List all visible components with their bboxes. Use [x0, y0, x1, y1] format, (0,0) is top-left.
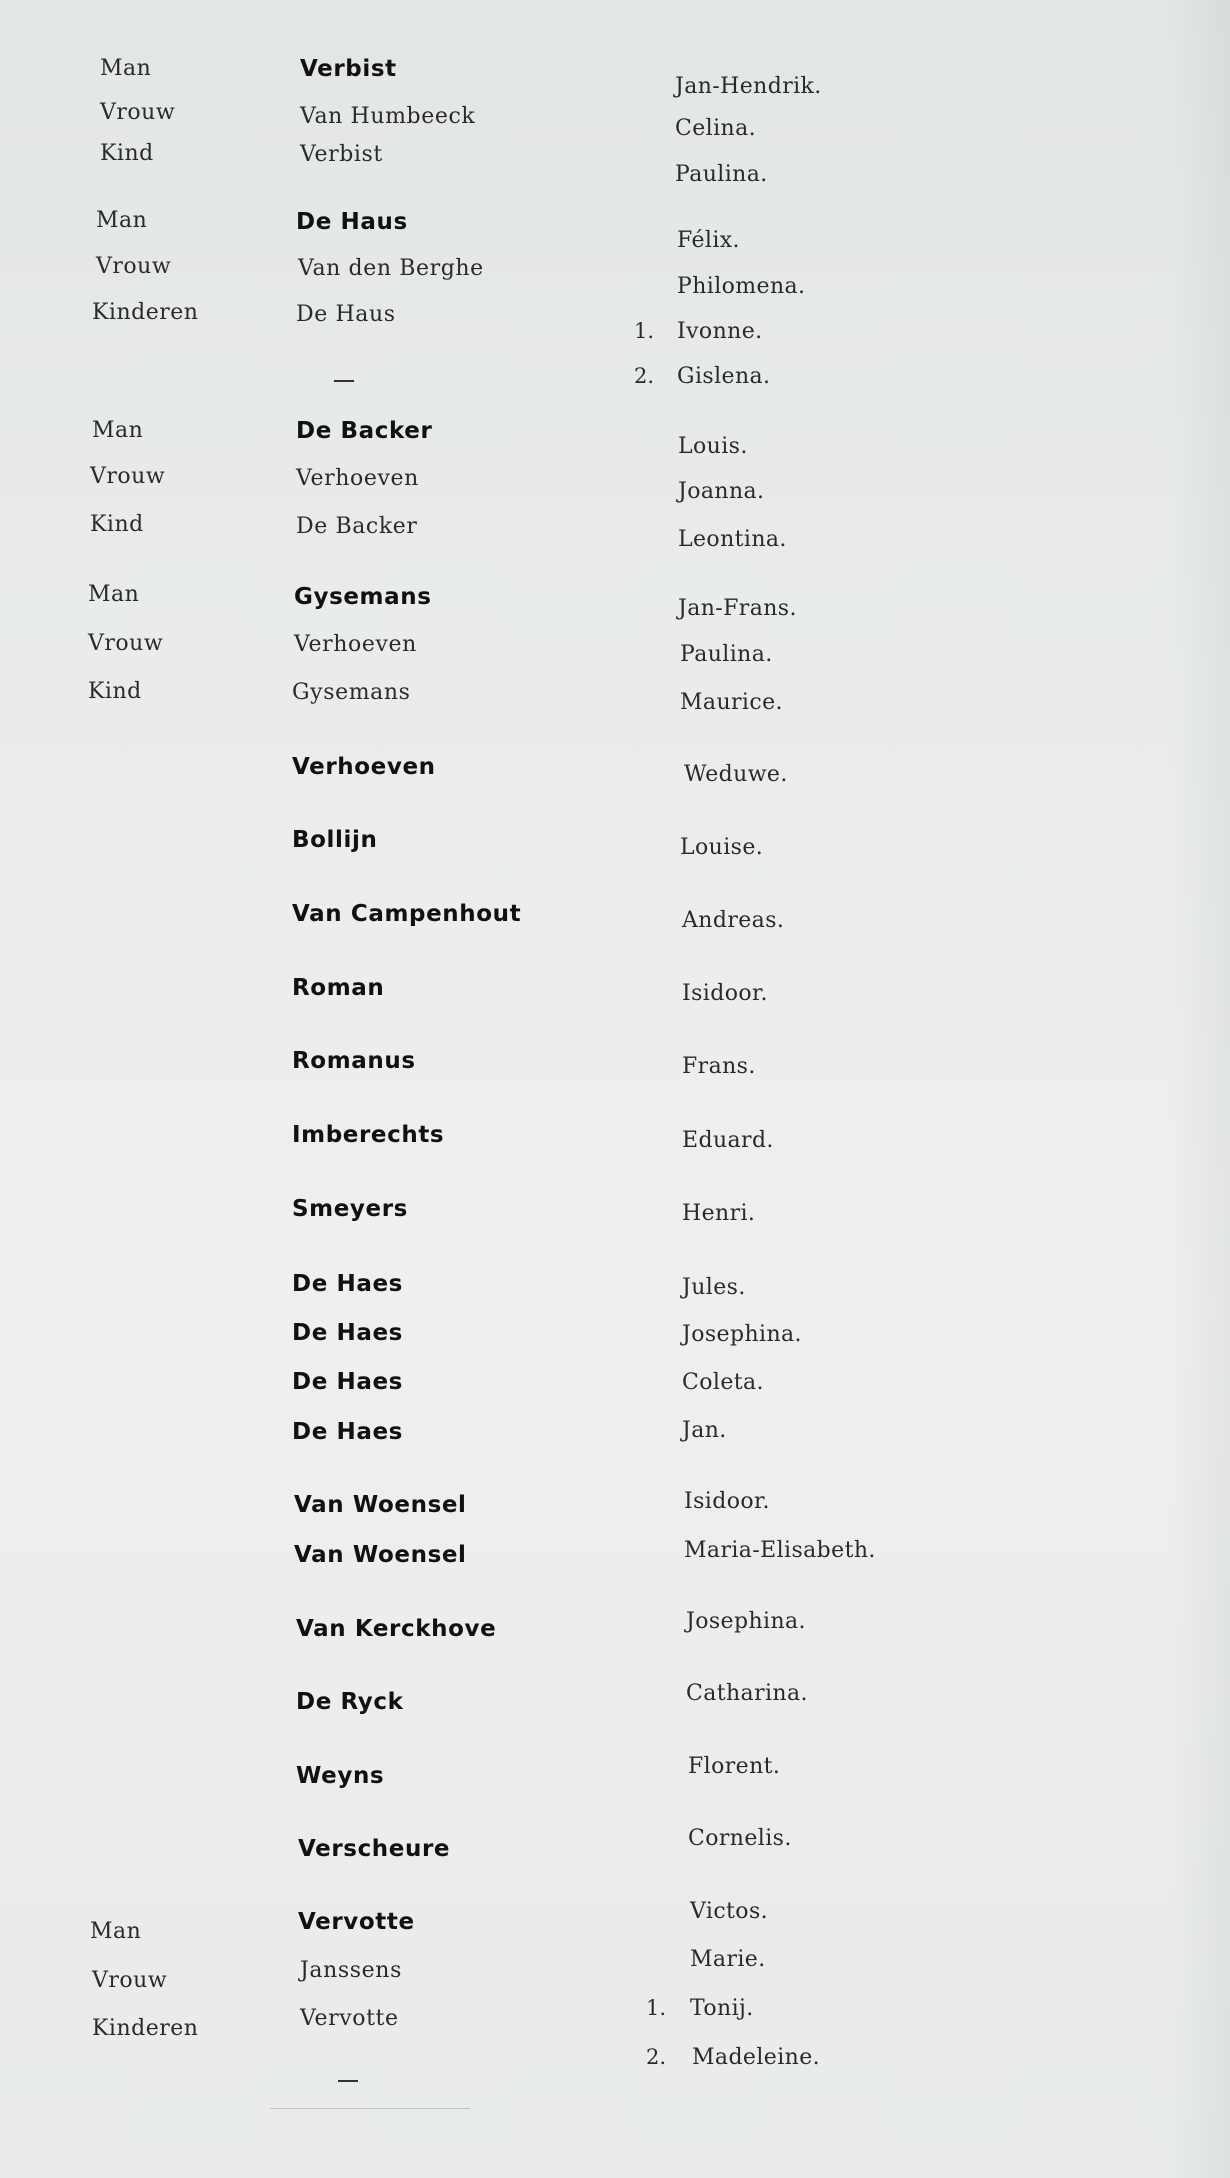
given-name: Ivonne.: [677, 319, 763, 344]
given-name: Philomena.: [677, 274, 806, 299]
given-name: Félix.: [677, 228, 740, 253]
bottom-rule: [270, 2108, 470, 2109]
surname: De Backer: [296, 514, 418, 539]
given-name: Gislena.: [677, 364, 771, 389]
given-name: Jan-Hendrik.: [675, 74, 822, 99]
role-label: Kind: [88, 679, 142, 704]
surname: Van Humbeeck: [300, 104, 476, 129]
ditto-dash: [334, 380, 354, 382]
surname: Van Campenhout: [292, 901, 522, 927]
surname: Verbist: [300, 56, 397, 82]
given-name: Jules.: [682, 1275, 746, 1300]
role-label: Vrouw: [88, 631, 164, 656]
surname: Verscheure: [298, 1836, 451, 1862]
surname: Verhoeven: [296, 466, 419, 491]
given-name: Jan.: [682, 1418, 727, 1443]
surname: Janssens: [300, 1958, 402, 1983]
given-name: Catharina.: [686, 1681, 808, 1706]
surname: Verhoeven: [292, 754, 436, 780]
given-name: Josephina.: [682, 1322, 802, 1347]
given-name: Paulina.: [675, 162, 768, 187]
given-name: Marie.: [690, 1947, 766, 1972]
given-name: Jan-Frans.: [678, 596, 797, 621]
surname: Weyns: [296, 1763, 385, 1789]
role-label: Man: [92, 418, 144, 443]
surname: De Haes: [292, 1320, 403, 1346]
page-edge-shadow: [1170, 0, 1230, 2178]
given-name: Cornelis.: [688, 1826, 792, 1851]
surname: De Haes: [292, 1271, 403, 1297]
given-name: Leontina.: [678, 527, 787, 552]
child-number: 2.: [646, 2045, 667, 2069]
child-number: 2.: [634, 364, 655, 388]
given-name: Maria-Elisabeth.: [684, 1538, 876, 1563]
given-name: Victos.: [690, 1899, 769, 1924]
surname: De Haus: [296, 209, 408, 235]
given-name: Maurice.: [680, 690, 783, 715]
role-label: Man: [96, 208, 148, 233]
given-name: Frans.: [682, 1054, 756, 1079]
role-label: Man: [100, 56, 152, 81]
given-name: Louis.: [678, 434, 748, 459]
given-name: Celina.: [675, 116, 757, 141]
given-name: Coleta.: [682, 1370, 764, 1395]
surname: De Haes: [292, 1419, 403, 1445]
ditto-dash: [338, 2080, 358, 2082]
given-name: Isidoor.: [682, 981, 768, 1006]
child-number: 1.: [634, 319, 655, 343]
surname: De Ryck: [296, 1689, 404, 1715]
role-label: Kind: [90, 512, 144, 537]
surname: Vervotte: [298, 1909, 415, 1935]
given-name: Josephina.: [686, 1609, 806, 1634]
surname: Smeyers: [292, 1196, 408, 1222]
given-name: Andreas.: [682, 908, 785, 933]
role-label: Vrouw: [96, 254, 172, 279]
surname: Bollijn: [292, 827, 378, 853]
given-name: Tonij.: [690, 1996, 754, 2021]
role-label: Kind: [100, 141, 154, 166]
role-label: Man: [90, 1919, 142, 1944]
role-label: Vrouw: [100, 100, 176, 125]
given-name: Madeleine.: [692, 2045, 821, 2070]
role-label: Kinderen: [92, 300, 199, 325]
role-label: Man: [88, 582, 140, 607]
surname: Van Woensel: [294, 1542, 467, 1568]
given-name: Weduwe.: [684, 762, 788, 787]
surname: Gysemans: [292, 680, 411, 705]
given-name: Florent.: [688, 1754, 781, 1779]
surname: Roman: [292, 975, 385, 1001]
surname: Verhoeven: [294, 632, 417, 657]
surname: De Backer: [296, 418, 433, 444]
given-name: Isidoor.: [684, 1489, 770, 1514]
given-name: Joanna.: [678, 479, 765, 504]
role-label: Vrouw: [92, 1968, 168, 1993]
surname: Vervotte: [300, 2006, 399, 2031]
surname: Van Kerckhove: [296, 1616, 497, 1642]
given-name: Louise.: [680, 835, 764, 860]
surname: Gysemans: [294, 584, 432, 610]
given-name: Eduard.: [682, 1128, 774, 1153]
surname: Verbist: [300, 142, 383, 167]
surname: De Haes: [292, 1369, 403, 1395]
given-name: Henri.: [682, 1201, 756, 1226]
given-name: Paulina.: [680, 642, 773, 667]
surname: Imberechts: [292, 1122, 445, 1148]
child-number: 1.: [646, 1996, 667, 2020]
surname: Romanus: [292, 1048, 416, 1074]
role-label: Vrouw: [90, 464, 166, 489]
surname: Van Woensel: [294, 1492, 467, 1518]
surname: De Haus: [296, 302, 396, 327]
role-label: Kinderen: [92, 2016, 199, 2041]
surname: Van den Berghe: [298, 256, 484, 281]
